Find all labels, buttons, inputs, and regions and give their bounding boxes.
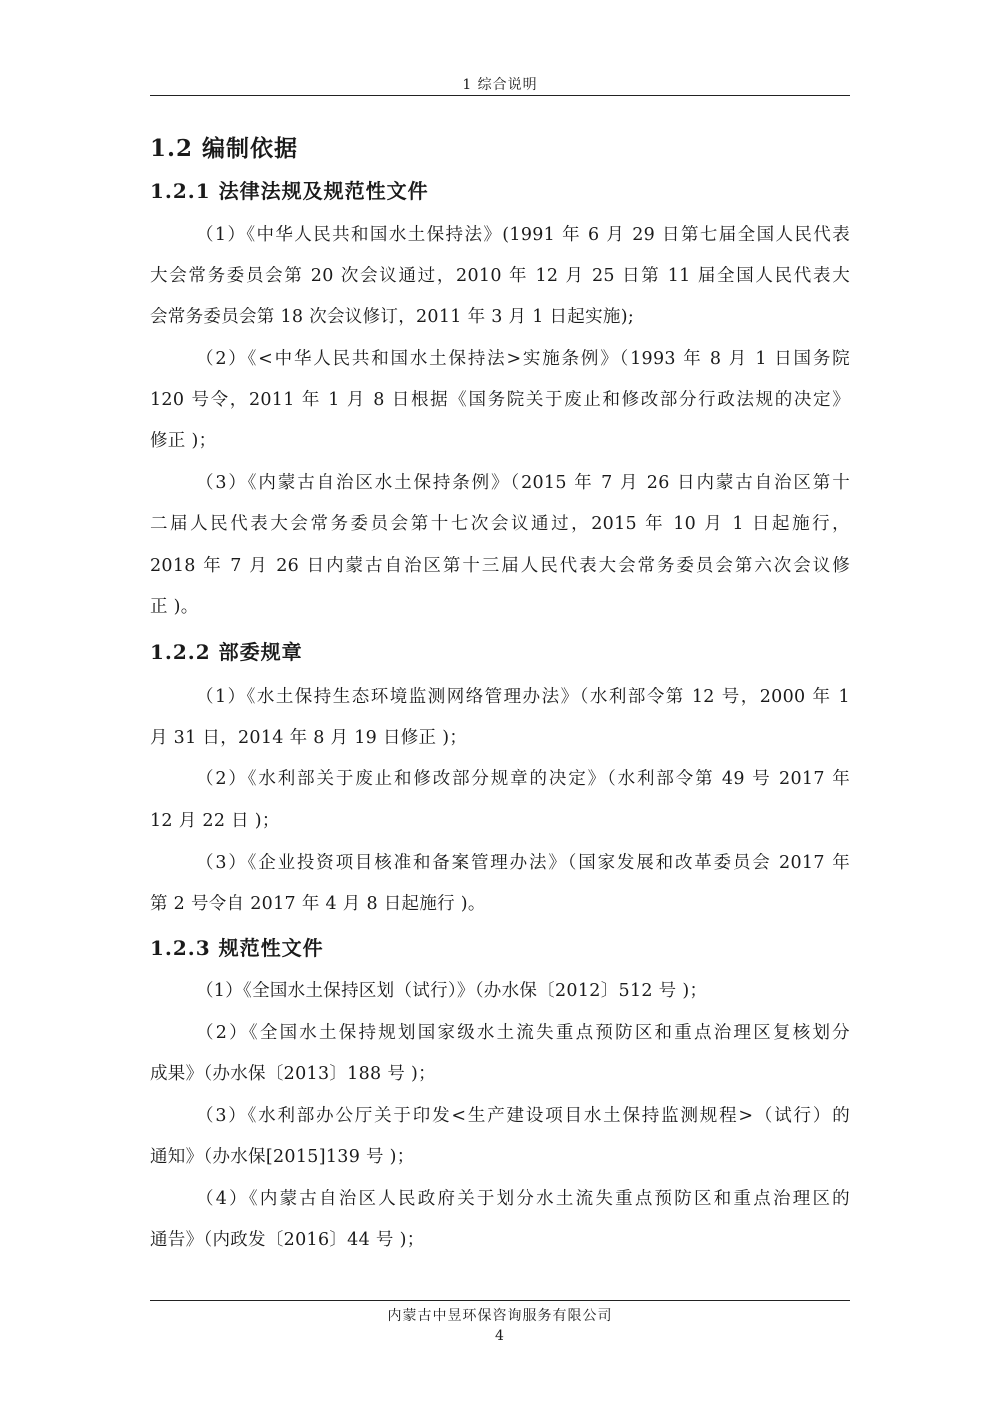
paragraph-line: （2）《<中华人民共和国水土保持法>实施条例》（1993 年 8 月 1 日国务院	[196, 349, 850, 369]
paragraph-line: 会常务委员会第 18 次会议修订，2011 年 3 月 1 日起实施);	[150, 307, 635, 327]
header-rule	[150, 95, 850, 96]
subsection-heading-regulations: 1.2.2 部委规章	[150, 640, 303, 664]
paragraph-line: （2）《全国水土保持规划国家级水土流失重点预防区和重点治理区复核划分	[196, 1023, 850, 1043]
subsection-heading-normative-documents: 1.2.3 规范性文件	[150, 936, 324, 960]
paragraph-line: 正 )。	[150, 597, 199, 617]
paragraph-line: （2）《水利部关于废止和修改部分规章的决定》（水利部令第 49 号 2017 年	[196, 769, 850, 789]
paragraph-line: 2018 年 7 月 26 日内蒙古自治区第十三届人民代表大会常务委员会第六次会议修	[150, 556, 850, 576]
paragraph-line: 120 号令，2011 年 1 月 8 日根据《国务院关于废止和修改部分行政法规的决定》	[150, 390, 850, 410]
paragraph-line: （3）《内蒙古自治区水土保持条例》（2015 年 7 月 26 日内蒙古自治区第十	[196, 473, 850, 493]
paragraph-line: 第 2 号令自 2017 年 4 月 8 日起施行 )。	[150, 894, 486, 914]
paragraph-line: （3）《企业投资项目核准和备案管理办法》（国家发展和改革委员会 2017 年	[196, 853, 850, 873]
paragraph-line: 二届人民代表大会常务委员会第十七次会议通过，2015 年 10 月 1 日起施行，	[150, 514, 850, 534]
paragraph-line: 通知》（办水保[2015]139 号 )；	[150, 1147, 415, 1167]
subsection-heading-laws: 1.2.1 法律法规及规范性文件	[150, 179, 429, 203]
paragraph-line: （4）《内蒙古自治区人民政府关于划分水土流失重点预防区和重点治理区的	[196, 1189, 850, 1209]
paragraph-line: （1）《全国水土保持区划（试行）》（办水保〔2012〕512 号 )；	[196, 981, 708, 1001]
page-number: 4	[495, 1328, 505, 1344]
paragraph-line: 修正 )；	[150, 431, 217, 451]
paragraph-line: 大会常务委员会第 20 次会议通过，2010 年 12 月 25 日第 11 届全国人民代表大	[150, 266, 850, 286]
paragraph-line: 成果》（办水保〔2013〕188 号 )；	[150, 1064, 436, 1084]
running-header: 1 综合说明	[462, 77, 538, 93]
footer-rule	[150, 1300, 850, 1301]
paragraph-line: 月 31 日，2014 年 8 月 19 日修正 )；	[150, 728, 468, 748]
footer-company: 内蒙古中昱环保咨询服务有限公司	[387, 1308, 613, 1324]
paragraph-line: （1）《中华人民共和国水土保持法》(1991 年 6 月 29 日第七届全国人民代表	[196, 225, 850, 245]
section-heading: 1.2 编制依据	[150, 135, 299, 162]
paragraph-line: 通告》（内政发〔2016〕44 号 )；	[150, 1230, 425, 1250]
paragraph-line: 12 月 22 日 )；	[150, 811, 280, 831]
paragraph-line: （1）《水土保持生态环境监测网络管理办法》（水利部令第 12 号，2000 年 1	[196, 687, 850, 707]
paragraph-line: （3）《水利部办公厅关于印发<生产建设项目水土保持监测规程>（试行）的	[196, 1106, 850, 1126]
